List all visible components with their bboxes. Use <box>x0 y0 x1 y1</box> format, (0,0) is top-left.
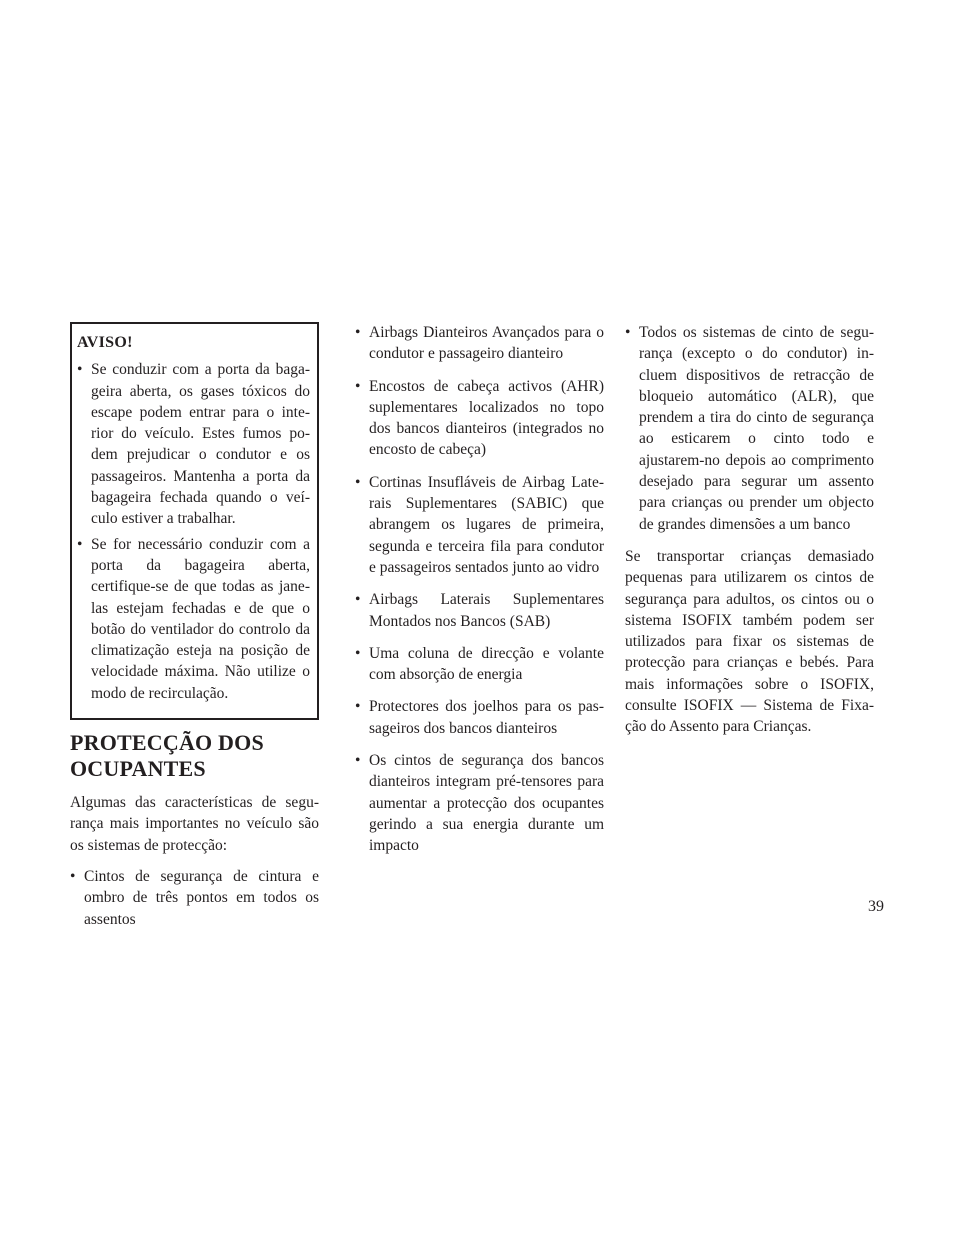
column-middle <box>355 322 604 868</box>
section-heading <box>70 730 319 782</box>
warning-list <box>77 359 310 704</box>
warning-item: • Se conduzir com a porta da bagageira aberta, os gases tóxicos do escape podem entrar para o interior do veículo. Estes fumos podem prejudicar o condutor e os passageiros. Mantenha a porta da bagageira fechada quando o veículo estiver a trabalhar. <box>77 359 310 529</box>
feature-item: • Encostos de cabeça activos (AHR) suplementares localizados no topo dos bancos dianteiros (integrados no encosto de cabeça) <box>355 376 604 461</box>
warning-box <box>70 322 319 720</box>
feature-item: • Uma coluna de direcção e volante com absorção de energia <box>355 643 604 686</box>
feature-item: • Os cintos de segurança dos bancos dianteiros integram pré-tensores para aumentar a protecção dos ocupantes gerindo a sua energia durante um impacto <box>355 750 604 856</box>
page-number: 39 <box>868 898 884 915</box>
closing-paragraph: Se transportar crianças demasiado pequenas para utilizarem os cintos de segurança para adultos, os cintos ou o sistema ISOFIX também podem ser utilizados para fixar os sistemas de protecção para crianças e bebés. Para mais informações sobre o ISOFIX, consulte ISOFIX — Sistema de Fixação do Assento para Crianças. <box>625 547 874 736</box>
section-heading-text: PROTECÇÃO DOS OCUPANTES <box>70 730 264 782</box>
column-left <box>70 322 319 941</box>
feature-item: • Airbags Dianteiros Avançados para o condutor e passageiro dianteiro <box>355 322 604 365</box>
feature-item: • Protectores dos joelhos para os passageiros dos bancos dianteiros <box>355 696 604 739</box>
feature-list-part-1 <box>70 866 319 930</box>
feature-item: • Airbags Laterais Suplementares Montados nos Bancos (SAB) <box>355 589 604 632</box>
feature-item: • Todos os sistemas de cinto de segurança (excepto o do condutor) incluem dispositivos de retracção de bloqueio automático (ALR), que prendem a tira do cinto de segurança ao esticarem o cinto todo e ajustarem-no depois ao comprimento desejado para segurar um assento para crianças ou prender um objecto de grandes dimensões a um banco <box>625 322 874 535</box>
warning-title: AVISO! <box>77 334 133 351</box>
feature-item: • Cintos de segurança de cintura e ombro de três pontos em todos os assentos <box>70 866 319 930</box>
feature-list-part-3 <box>625 322 874 535</box>
feature-list-part-2 <box>355 322 604 857</box>
section-intro: Algumas das características de segurança mais importantes no veículo são os sistemas de protecção: <box>70 794 319 854</box>
warning-item: • Se for necessário conduzir com a porta da bagageira aberta, certifique-se de que todas as janelas estejam fechadas e de que o botão do ventilador do controlo da climatização esteja na posição de velocidade máxima. Não utilize o modo de recirculação. <box>77 534 310 704</box>
column-right <box>625 322 874 748</box>
feature-item: • Cortinas Insufláveis de Airbag Laterais Suplementares (SABIC) que abrangem os lugares de primeira, segunda e terceira fila para condutor e passageiros sentados junto ao vidro <box>355 472 604 578</box>
